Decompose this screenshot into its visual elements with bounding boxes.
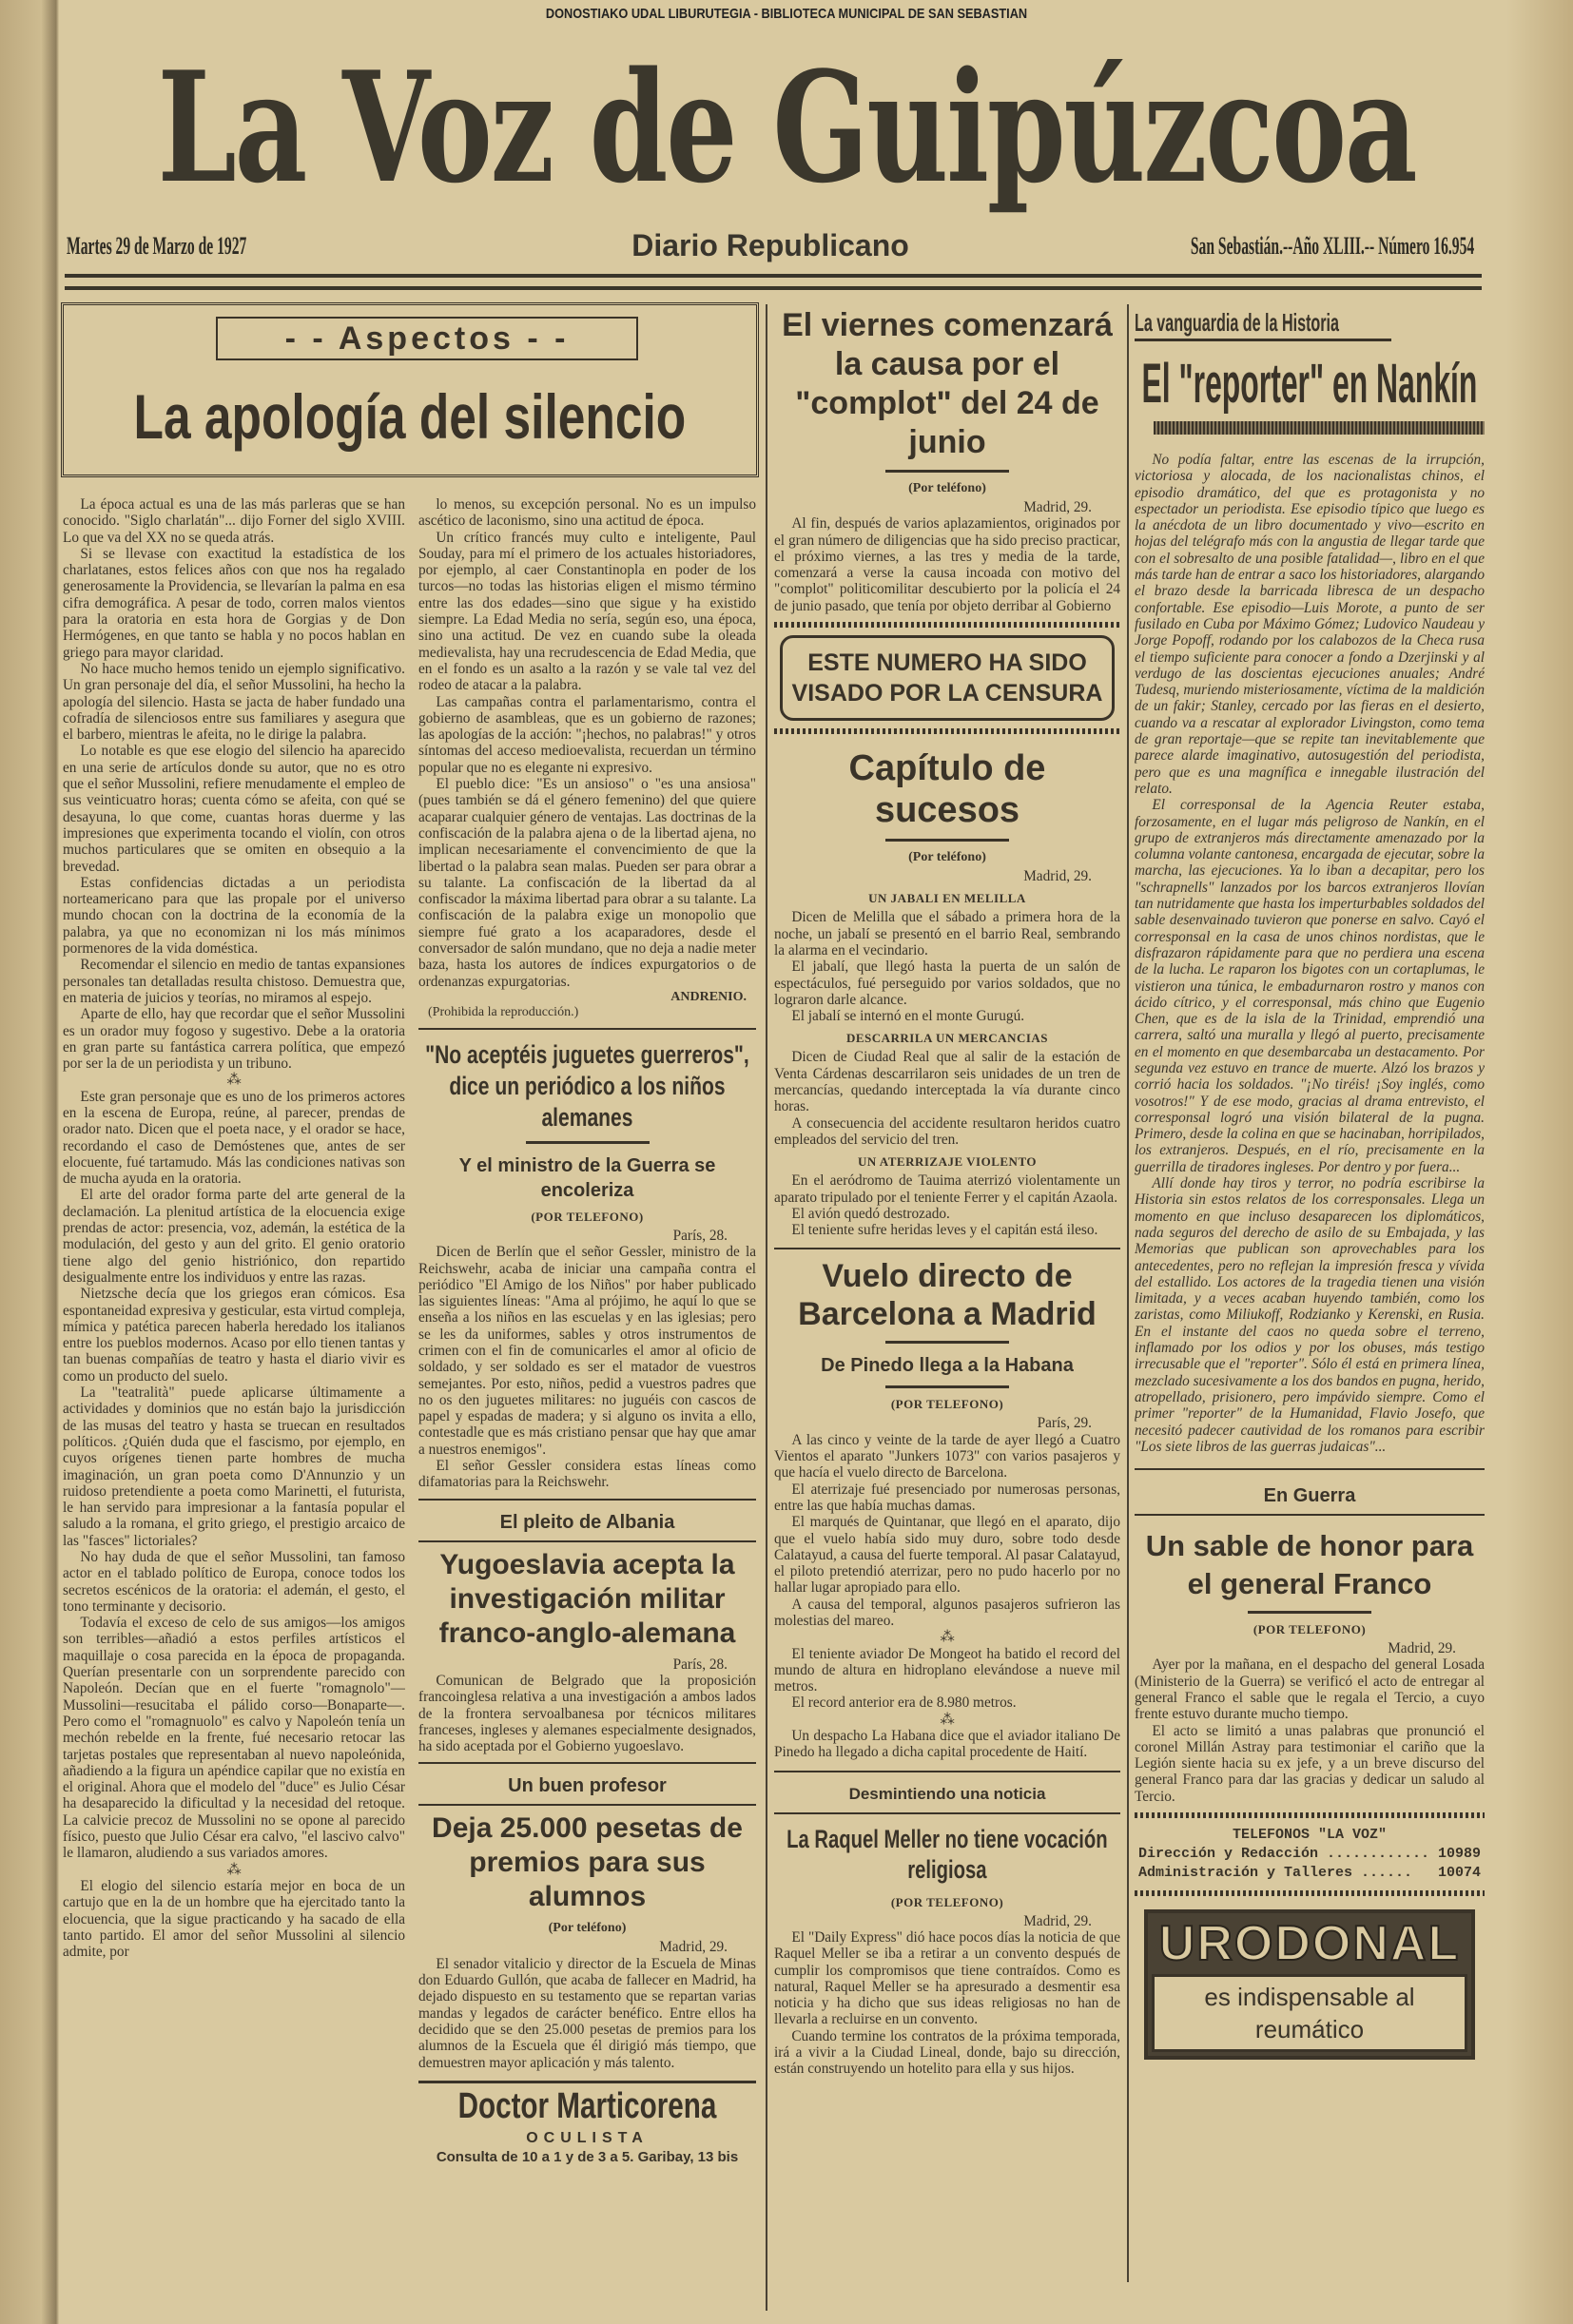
paragraph: El record anterior era de 8.980 metros.	[791, 1695, 1017, 1712]
telephone-row	[1138, 1845, 1481, 1864]
paragraph: Allí donde hay tiros y terror, no podría escribirse la Historia sin estos relatos de los corresponsales. Llega un momento en que incluso desaparecen los diplomáticos, nada seguros del derecho de asilo de su Embajada, y las Memorias que publican son aprovechables para los antecedentes, pero no reflejan la impresión fresca y vívida del estallido. Los actores de la tragedia tienen una visión limitada, y a veces acaban huyendo también, como los zaristas, como Miliukoff, Rodzianko y Kerenski, en Rusia. En el instante del caos no queda sobre el terreno, inflamado por los odios y por los obuses, más testigo irrecusable que el "reporter". Sólo él está en primera línea, mezclado sucesivamente a los dos bandos en pugna, herido, atropellado, prisionero, pero impávido siempre. Como el primer "reporter" de la Humanidad, Flavio Josefo, que necesitó padecer cautividad de los romanos para escribir "Los siete libros de las guerras judaicas"...	[1135, 1175, 1485, 1455]
section-kicker: - - Aspectos - -	[216, 317, 638, 360]
telephone-row	[1138, 1864, 1481, 1883]
article-body	[418, 1673, 756, 1754]
article-body	[1135, 452, 1485, 1455]
telephone-number: 10074	[1437, 1865, 1481, 1882]
paragraph: El señor Gessler considera estas líneas como difamatorias para la Reichswehr.	[418, 1458, 756, 1491]
rule	[885, 470, 1009, 473]
article-body	[774, 1432, 1120, 1761]
source-note: (POR TELEFONO)	[890, 1894, 1004, 1909]
paragraph: Un despacho La Habana dice que el aviador italiano De Pinedo ha llegado a dicha capital procedente de Haití.	[774, 1728, 1120, 1761]
left-column-2	[418, 496, 756, 2317]
source-note: (POR TELEFONO)	[890, 1397, 1004, 1412]
item-title: UN JABALI EN MELILLA	[868, 891, 1026, 906]
aspectos-header	[61, 302, 759, 477]
article-vuelo	[774, 1257, 1120, 1760]
section-title: Un buen profesor	[508, 1775, 667, 1797]
paragraph: El jabalí, que llegó hasta la puerta de un salón de espectáculos, fué perseguido por varios soldados, que no lograron darle alcance.	[774, 959, 1120, 1008]
paragraph: No podía faltar, entre las escenas de la irrupción, victoriosa y alocada, de los nacionalistas chinos, el episodio dramático, del que es protagonista y no espectador un periodista. Ese episodio típico que luego es la anécdota de un libro documentado y vivo—escrito en hojas del telégrafo más con la angustia de llegar tarde que con el sobresalto de una posible fatalidad—, libro en el que más tarde han de entrar a saco los historiadores, alargando el brazo desde la barricada libresca de un despacho confortable. Ese episodio—Luis Morote, a punto de ser fusilado en Cuba por Máximo Gómez; Ludovico Naudeau y Jorge Popoff, rodando por los calabozos de la Checa rusa el tiempo suficiente para conocer a fondo a Dzerjinski y al verdugo de las doscientas ejecuciones anuales; André Tudesq, muriendo misteriosamente, víctima de la maldición de un fakir; Stanley, cercado por las fieras en el desierto, cuando va a rescatar al explorador Livingston, como tema de gran reportaje—que se repite tan inevitablemente que parece alarde imaginativo, autosugestión del periodista, pero que es una magnífica e innegable ilustración del relato.	[1135, 452, 1485, 797]
paragraph: Dicen de Ciudad Real que al salir de la estación de Venta Cárdenas descarrilaron seis unidades de un tren de mercancías, quedando interceptada la vía durante cinco horas.	[774, 1049, 1120, 1115]
article-albania	[418, 1510, 756, 1755]
paragraph: ⁂	[940, 1711, 955, 1728]
ornamental-rule	[1135, 1812, 1485, 1818]
paragraph: Todavía el exceso de celo de sus amigos—los amigos son terribles—añadió a estos perfiles artísticos el maquillaje o cosa parecida en la época de propaganda. Querían presentarle con un sorprendente parecido con Napoleón. Decían que en el fuerte "romagnolo"—Mussolini—resucitaba el pálido corso—Bonaparte—. Pero como el "romagnuolo" es calvo y Napoleón tenía un mechón rebelde en la frente, fué necesario retocar las tarjetas postales que representaban al nuevo napoleónida, añadiendo a la figura un apéndice capilar que no existía en el original. Ahora que el modelo del "duce" es Julio César ha desaparecido la dificultad y la necesidad del retoque. La calvicie precoz de Mussolini no se opone al parecido físico, puesto que Julio César era calvo, "el lascivo calvo" le llamaron, aludiendo a sus variados amores.	[63, 1615, 405, 1862]
paragraph: El senador vitalicio y director de la Escuela de Minas don Eduardo Gullón, que acaba de fallecer en Madrid, ha dejado dispuesto en su testamento que se repartan varias mandas y legados de carácter benéfico. Entre ellos ha decidido que se den 25.000 pesetas de premios para los alumnos de la Escuela que él dirigió más tiempo, que demuestren mayor aplicación y más talento.	[418, 1955, 756, 2071]
paragraph: El jabalí se internó en el monte Gurugú.	[791, 1008, 1025, 1025]
headline-text: La apología del silencio	[133, 381, 687, 452]
article-profesor	[418, 1773, 756, 2070]
issue-number: San Sebastián.--Año XLIII.-- Número 16.954	[1190, 232, 1474, 260]
paragraph: Al fin, después de varios aplazamientos, originados por el gran número de diligencias que ha sido preciso practicar, el próximo viernes, a las tres y media de la tarde, comenzará a verse la causa incoada con motivo del "complot" politicomilitar descubierto por la policía el 24 de junio pasado, que tenía por objeto derribar al Gobierno	[774, 515, 1120, 614]
reproduction-note: (Prohibida la reproducción.)	[428, 1004, 579, 1019]
article-headline	[64, 374, 756, 461]
column-divider	[1127, 304, 1129, 2282]
section-title: Desmintiendo una noticia	[848, 1784, 1046, 1803]
dateline-city: Madrid, 29.	[1023, 868, 1092, 885]
paragraph: En el aeródromo de Tauima aterrizó violentamente un aparato tripulado por el teniente Ferrer y el capitán Azaola.	[774, 1172, 1120, 1206]
paragraph: ⁂	[226, 1072, 242, 1089]
archive-label: DONOSTIAKO UDAL LIBURUTEGIA - BIBLIOTECA MUNICIPAL DE SAN SEBASTIAN	[545, 6, 1028, 22]
censorship-line-1: ESTE NUMERO HA SIDO	[807, 649, 1087, 677]
dateline-city: Madrid, 29.	[1023, 499, 1092, 515]
paragraph: Comunican de Belgrado que la proposición francoinglesa relativa a una investigación a ambos lados de la frontera servoalbanesa por técnicos militares franceses, ingleses y alemanes especialmente designados, ha sido aceptada por el Gobierno yugoeslavo.	[418, 1672, 756, 1755]
page-edge-shadow	[1506, 0, 1573, 2324]
article-subhead: Y el ministro de la Guerra se encoleriza	[458, 1154, 716, 1201]
paragraph: ⁂	[226, 1861, 242, 1878]
source-note: (Por teléfono)	[908, 850, 986, 865]
paragraph: Este gran personaje que es uno de los primeros actores en la escena de Europa, reúne, al parecer, prendas de orador nato. Dicen que el poeta nace, y el orador se hace, recordando el caso de Demóstenes que, antes de ser elocuente, fué tartamudo. Más las condiciones nativas son de mucha ayuda en la oratoria.	[63, 1088, 405, 1188]
censorship-notice	[780, 635, 1115, 721]
dateline-city: París, 29.	[1037, 1415, 1092, 1432]
advertisement-urodonal	[1144, 1909, 1475, 2060]
ad-brand: URODONAL	[1158, 1916, 1461, 1972]
rule	[885, 839, 1009, 842]
ornamental-rule	[1135, 1890, 1485, 1896]
source-note: (POR TELEFONO)	[1253, 1622, 1367, 1637]
article-body	[418, 1244, 756, 1490]
ad-name-text: Doctor Marticorena	[457, 2085, 717, 2126]
newspaper-subtitle: Diario Republicano	[631, 228, 909, 262]
dateline-city: Madrid, 29.	[1023, 1912, 1092, 1929]
paragraph: La "teatralità" puede aplicarse últimamente a actividades y dominios que no están bajo la jurisdicción de las musas del teatro y hasta se truecan en resultados políticos. ¿Quién duda que el fascismo, por ejemplo, en cuyos orígenes tienen parte hombres de mucha imaginación, un gran poeta como D'Annunzio y un ruidoso pretendiente a poeta como Marinetti, el futurista, le han servido para impresionar a la fantasía popular el saludo a la romana, el grito griego, el prestigio arcaico de las "fasces" lictoriales?	[63, 1385, 405, 1549]
headline-text: La Raquel Meller no tiene vocación religiosa	[786, 1824, 1108, 1884]
decorative-bar	[1154, 421, 1485, 435]
section-title-text: La vanguardia de la Historia	[1135, 308, 1340, 337]
dateline-city: Madrid, 29.	[659, 1939, 728, 1956]
article-headline: El viernes comenzará la causa por el "complot" del 24 de junio	[782, 307, 1113, 460]
paragraph: Recomendar el silencio en medio de tantas expansiones personales tan detalladas resulta chistoso. Demuestra que, en materia de juicios y teorías, no miramos al espejo.	[63, 957, 405, 1006]
paragraph: El teniente aviador De Mongeot ha batido el record del mundo de altura en hidroplano elevándose a nueve mil metros.	[774, 1645, 1120, 1695]
dateline-city: París, 28.	[672, 1656, 728, 1673]
rule	[885, 1341, 1009, 1344]
paragraph: Nietzsche decía que los griegos eran cómicos. Esa espontaneidad expresiva y gesticular, esta virtud compleja, mímica y patética parecen haberla heredado los italianos entre los pueblos modernos. Acaso por ello tienen tantas y tan buenas compañías de teatro y hasta el diario vivir es como un producto del suelo.	[63, 1286, 405, 1385]
article-subhead: De Pinedo llega a la Habana	[821, 1355, 1074, 1377]
ad-tagline: es indispensable al reumático	[1152, 1974, 1467, 2052]
article-headline	[1135, 351, 1485, 417]
paragraph: El aterrizaje fué presenciado por numerosas personas, entre las que había muchas damas.	[774, 1481, 1120, 1514]
article-nankin	[1135, 306, 1485, 1455]
section-title	[1135, 306, 1391, 341]
telephone-number: 10989	[1437, 1846, 1481, 1863]
headline-text: "No aceptéis juguetes guerreros", dice un periódico a los niños alemanes	[425, 1039, 749, 1132]
item-body	[774, 909, 1120, 1024]
dateline-city: Madrid, 29.	[1388, 1640, 1456, 1657]
paragraph: Un crítico francés muy culto e inteligente, Paul Souday, para mí el primero de los actuales historiadores, por ejemplo, al caer Constantinopla en poder de los turcos—no todas las historias eligen el mismo término entre las dos edades—sino que sigue y ha existido siempre. La Edad Media no sería, según eso, una época, sino una actitud. De vez en cuando sube la oleada medievalista, hay una recrudescencia de Edad Media, que en el fondo es un asalto a la razón y se vale tal vez del rodeo de atacar a la palabra.	[418, 529, 756, 694]
paragraph: A las cinco y veinte de la tarde de ayer llegó a Cuatro Vientos el aparato "Junkers 1073" con varios pasajeros y que hacía el vuelo directo de Barcelona.	[774, 1431, 1120, 1482]
article-body	[774, 1929, 1120, 2078]
center-column	[774, 306, 1120, 2313]
article-sucesos	[774, 747, 1120, 1238]
article-body	[774, 515, 1120, 614]
section-title: En Guerra	[1263, 1485, 1356, 1507]
article-headline	[418, 1039, 756, 1133]
aspectos-column-2	[418, 496, 756, 990]
ornamental-rule	[774, 622, 1120, 628]
ornamental-rule	[774, 728, 1120, 734]
paragraph: El elogio del silencio estaría mejor en boca de un cartujo que en la de un hombre que ha ejercitado tanto la elocuencia, que la sigue practicando y ha sacado de ella tanto partido. El amor del señor Mussolini al silencio admite, por	[63, 1877, 405, 1961]
paragraph: El arte del orador forma parte del arte general de la declamación. La plenitud artística de la elocuencia exige prendas de actor: presencia, voz, ademán, la estética de la modulación, del gesto y aun del grito. El genio oratorio tiene algo del genio histriónico, don repartido desigualmente entre los individuos y entre las razas.	[63, 1187, 405, 1286]
page-binding-shadow	[0, 0, 59, 2324]
paragraph: lo menos, su excepción personal. No es un impulso ascético de laconismo, sino una actitud de época.	[418, 496, 756, 530]
paragraph: A consecuencia del accidente resultaron heridos cuatro empleados del servicio del tren.	[774, 1114, 1120, 1148]
section-title: El pleito de Albania	[499, 1511, 675, 1533]
source-note: (Por teléfono)	[548, 1921, 627, 1936]
item-body	[774, 1172, 1120, 1238]
column-divider	[766, 304, 767, 2311]
paragraph: Lo notable es que ese elogio del silencio ha aparecido en una serie de artículos donde su autor, que no es otro que el señor Mussolini, refiere menudamente el empleo de sus veinticuatro horas; cuenta cómo se afeita, con qué se desayuna, lo que come, cuantas horas duerme y las impresiones que experimenta tocando el violín, con otros muchos particulares que se omiten en obsequio a la brevedad.	[63, 743, 405, 875]
article-headline	[774, 1824, 1120, 1885]
article-body	[1135, 1656, 1485, 1805]
telephone-title: TELEFONOS "LA VOZ"	[1232, 1827, 1388, 1844]
ad-name	[418, 2083, 756, 2129]
paragraph: El avión quedó destrozado.	[791, 1205, 950, 1222]
telephone-label: Dirección y Redacción ............	[1138, 1846, 1430, 1863]
paragraph: Ayer por la mañana, en el despacho del general Losada (Ministerio de la Guerra) se verificó el acto de entregar al general Franco el sable que le regala el Tercio, a cuyo frente estuvo durante mucho tiempo.	[1135, 1656, 1485, 1723]
paragraph: El pueblo dice: "Es un ansioso" o "es una ansiosa" (pues también se dá el género femenino) del que quiere acaparar cualquier género de ventajas. Las doctrinas de la confiscación de la palabra ajena o de la libertad ajena, no implican necesariamente el convencimiento de que la libertad o la palabra sean malas. Pueden ser para obrar a su talante. La confiscación de la libertad da al confiscador la máxima libertad para obrar a su talante. La confiscación de la palabra exige un monopolio que siempre fué grato a los acaparadores, desde el conversador de salón mundano, que no deja a nadie meter baza, hasta los autores de índices expurgatorios o de ordenanzas expurgatorias.	[418, 776, 756, 990]
paragraph: El teniente sufre heridas leves y el capitán está ileso.	[791, 1222, 1098, 1239]
paragraph: ⁂	[940, 1629, 955, 1646]
article-meller	[774, 1782, 1120, 2078]
item-title: DESCARRILA UN MERCANCIAS	[845, 1031, 1049, 1046]
paragraph: El corresponsal de la Agencia Reuter estaba, forzosamente, en el lugar más peligroso de Nankín, en el grupo de extranjeros más directamente amenazado por la columna volante cantonesa, encargada de ejecutar, sobre la marcha, las ejecuciones. Ya lo iban a decapitar, pero los "schrapnells" lanzados por los barcos extranjeros llovían tan nutridamente que hasta los imperturbables soldados del sable desenvainado tuvieron que ponerse en salvo. Cayó el corresponsal en la casa de unos chinos nordistas, que le disfrazaron rápidamente para que no perdiera una escena de la lucha. Le raparon los bigotes con un cortaplumas, le vistieron una túnica, le embadurnaron rostro y manos con ácido cítrico, y el corresponsal, más chino que Eugenio Chen, que es de la isla de la Trinidad, emprendió una carrera, saltó una muralla y llegó al puerto, precisamente en el momento en que desembarcaba un destacamento. Por segunda vez estuvo en trance de muerte. Alzó los brazos y corrió hacia los soldados. "¡No tiréis! ¡Soy inglés, como vosotros!" Y de ese modo, gracias al drama entrevisto, el corresponsal logró una visión bilateral de la pugna. Primero, desde la colina en que se hacinaban, horripilados, los extranjeros. Después, en el río, precisamente en la guerrilla de tiradores ingleses. Por dentro y por fuera...	[1135, 797, 1485, 1175]
paragraph: No hay duda de que el señor Mussolini, tan famoso actor en el tablado político de Europa, conoce todos los secretos escénicos de la oratoria: el ademán, el gesto, el tono terminante y decisorio.	[63, 1549, 405, 1615]
paragraph: Estas confidencias dictadas a un periodista norteamericano para que las propale por el universo mundo chocan con la doctrina de la economía de la palabra, ya que no economizan ni los más mínimos pormenores de la vida doméstica.	[63, 874, 405, 958]
aspectos-column-1	[63, 496, 405, 2317]
paragraph: El acto se limitó a unas palabras que pronunció el coronel Millán Astray para testimoniar el cariño que la Legión siente hacia su ex jefe, y a un breve discurso del general Franco para dar las gracias y dedicar un saludo al Tercio.	[1135, 1722, 1485, 1805]
item-title: UN ATERRIZAJE VIOLENTO	[858, 1154, 1037, 1170]
paragraph: Cuando termine los contratos de la próxima temporada, irá a vivir a la Ciudad Lineal, donde, bajo su dirección, están construyendo un hotelito para ella y sus hijos.	[774, 2027, 1120, 2078]
rule	[526, 1141, 650, 1144]
source-note: (POR TELEFONO)	[531, 1209, 644, 1224]
paragraph: El "Daily Express" dió hace pocos días la noticia de que Raquel Meller se iba a retirar a un convento después de cumplir los compromisos que tiene contraídos. Como es natural, Raquel Meller se ha apresurado a desmentir esa noticia y ha dicho que sus ideas religiosas no han de llevarla a recluirse en un convento.	[774, 1928, 1120, 2028]
paragraph: Si se llevase con exactitud la estadística de los charlatanes, estos felices años con que nos ha regalado generosamente la Providencia, se llevarían la palma en esa cifra demográfica. A pesar de todo, corren malos vientos para la oratoria en esta hora de Gorgias y de Don Hermógenes, en que tanto se habla y no pocos hablan en griego para mayor claridad.	[63, 545, 405, 661]
paragraph: El marqués de Quintanar, que llegó en el aparato, dijo que el vuelo había sido muy duro, sobre todo desde Calatayud, a causa del fuerte temporal. Al pasar Calatayud, el piloto pretendió aterrizar, pero no pudo hacerlo por no hallar lugar apropiado para ello.	[774, 1514, 1120, 1597]
item-body	[774, 1049, 1120, 1148]
headline-text: El "reporter" en Nankín	[1141, 353, 1478, 415]
paragraph: Aparte de ello, hay que recordar que el señor Mussolini es un orador muy fogoso y sugestivo. Debe a la oratoria en gran parte su fantástica carrera política, que empezó por ser la de un periodista y un tribuno.	[63, 1006, 405, 1073]
paragraph: No hace mucho hemos tenido un ejemplo significativo. Un gran personaje del día, el señor Mussolini, ha hecho la apología del silencio. Hasta se jacta de haber fundado una cofradía de silenciosos entre sus familiares y asegura que el barbero, mientras le afeita, no le dirige la palabra.	[63, 660, 405, 744]
author-signature: ANDRENIO.	[670, 989, 747, 1004]
issue-date: Martes 29 de Marzo de 1927	[67, 232, 247, 260]
paragraph: Dicen de Melilla que el sábado a primera hora de la noche, un jabalí se presentó en el barrio Real, sembrando la alarma en el vecindario.	[774, 909, 1120, 959]
article-complot	[774, 306, 1120, 614]
article-body	[418, 1956, 756, 2071]
article-headline: Vuelo directo de Barcelona a Madrid	[798, 1258, 1097, 1333]
paragraph: La época actual es una de las más parleras que se han conocido. "Siglo charlatán"... dijo Forner del siglo XVIII. Lo que va del XX no se queda atrás.	[63, 496, 405, 546]
newspaper-title: La Voz de Guipúzcoa	[157, 38, 1416, 217]
ad-specialty: OCULISTA	[526, 2129, 649, 2146]
dateline-city: París, 28.	[672, 1227, 728, 1244]
censorship-line-2: VISADO POR LA CENSURA	[791, 680, 1103, 707]
dateline	[67, 228, 1474, 266]
article-headline: Deja 25.000 pesetas de premios para sus alumnos	[432, 1812, 743, 1913]
article-headline: Un sable de honor para el general Franco	[1145, 1529, 1474, 1601]
article-headline: Capítulo de sucesos	[848, 748, 1046, 831]
advertisement-marticorena	[418, 2081, 756, 2167]
telephone-label: Administración y Talleres ......	[1138, 1865, 1413, 1882]
paragraph: Las campañas contra el parlamentarismo, contra el gobierno de asambleas, que es un gobierno de razones; las apologías de la acción: "¡hechos, no palabras!" y otros síntomas del acceso medioevalista, recuerdan un término popular que no es elegante ni expresivo.	[418, 693, 756, 776]
article-juguetes	[418, 1039, 756, 1491]
paragraph: Dicen de Berlín que el señor Gessler, ministro de la Reichswehr, acaba de iniciar una campaña contra el periódico "El Amigo de los Niños" por haber publicado las siguientes líneas: "Ama al prójimo, he aquí lo que se enseña a los niños en las escuelas y en las iglesias; pero se les da uniformes, sables y otros instrumentos de crimen con el fin de comunicarles el amor al oficio de soldado, y ser soldado es ser el matador de vuestros semejantes. Por esto, niños, pedid a vuestros padres que no os den juguetes militares: no juguéis con cascos de papel y espadas de madera; y si alguno os invita a ello, contestadle que es más cristiano pensar que hay que amar a nuestros enemigos".	[418, 1244, 756, 1458]
telephone-directory	[1138, 1826, 1481, 1883]
right-column	[1135, 306, 1485, 2284]
rule	[1248, 1611, 1371, 1614]
ad-hours: Consulta de 10 a 1 y de 3 a 5. Garibay, 13 bis	[436, 2148, 739, 2165]
article-franco	[1135, 1483, 1485, 1805]
article-headline: Yugoeslavia acepta la investigación militar franco-anglo-alemana	[438, 1548, 736, 1649]
rule	[885, 1385, 1009, 1388]
paragraph: A causa del temporal, algunos pasajeros sufrieron las molestias del mareo.	[774, 1596, 1120, 1629]
masthead-rule	[65, 274, 1482, 290]
source-note: (Por teléfono)	[908, 481, 986, 495]
